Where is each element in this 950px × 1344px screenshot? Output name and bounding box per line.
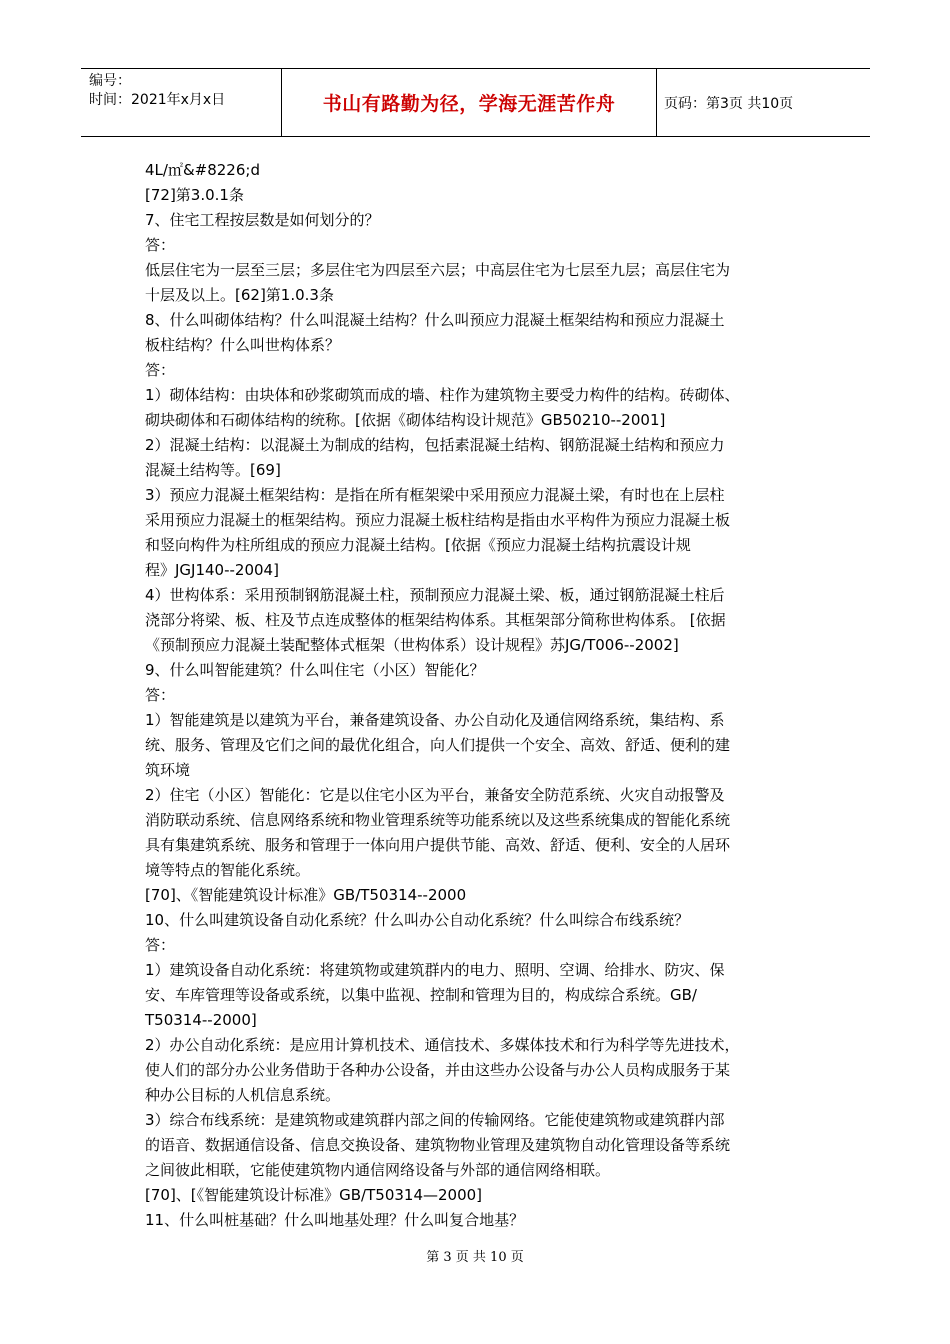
body-line: 的语音、数据通信设备、信息交换设备、建筑物物业管理及建筑物自动化管理设备等系统 (145, 1136, 731, 1154)
body-line: 使人们的部分办公业务借助于各种办公设备，并由这些办公设备与办公人员构成服务于某 (145, 1061, 731, 1079)
answer-label: 答： (145, 686, 176, 704)
body-line: 程》JGJ140--2004] (145, 561, 279, 579)
answer-label: 答： (145, 361, 176, 379)
header-motto-cell (282, 69, 657, 136)
page-footer: 第 3 页 共 10 页 (426, 1250, 524, 1265)
body-line: T50314--2000] (145, 1011, 257, 1029)
body-line: 1）建筑设备自动化系统：将建筑物或建筑群内的电力、照明、空调、给排水、防灾、保 (145, 961, 725, 979)
body-line: 浇部分将梁、板、柱及节点连成整体的框架结构体系。其框架部分简称世构体系。 [依据 (145, 611, 726, 629)
body-line: [72]第3.0.1条 (145, 186, 244, 204)
question-10: 10、什么叫建筑设备自动化系统？什么叫办公自动化系统？什么叫综合布线系统？ (145, 911, 690, 929)
answer-label: 答： (145, 936, 176, 954)
answer-label: 答： (145, 236, 176, 254)
body-line: 2）办公自动化系统：是应用计算机技术、通信技术、多媒体技术和行为科学等先进技术， (145, 1036, 740, 1054)
question-9: 9、什么叫智能建筑？什么叫住宅（小区）智能化？ (145, 661, 485, 679)
body-line: 4）世构体系：采用预制钢筋混凝土柱，预制预应力混凝土梁、板，通过钢筋混凝土柱后 (145, 586, 725, 604)
body-line: 筑环境 (145, 761, 191, 779)
body-line: [70]、《智能建筑设计标准》GB/T50314--2000 (145, 886, 467, 904)
header-page-info: 页码：第3页 共10页 (664, 95, 794, 112)
document-number-label: 编号： (89, 73, 131, 89)
body-line: 1）智能建筑是以建筑为平台，兼备建筑设备、办公自动化及通信网络系统，集结构、系 (145, 711, 725, 729)
body-line: 4L/㎡&#8226;d (145, 161, 260, 179)
body-line: 《预制预应力混凝土装配整体式框架（世构体系）设计规程》苏JG/T006--2002] (145, 636, 679, 654)
document-header (81, 68, 870, 137)
question-7: 7、住宅工程按层数是如何划分的？ (145, 211, 380, 229)
body-line: 板柱结构？什么叫世构体系？ (145, 336, 341, 354)
body-line: 砌块砌体和石砌体结构的统称。[依据《砌体结构设计规范》GB50210--2001] (145, 411, 666, 429)
question-8: 8、什么叫砌体结构？什么叫混凝土结构？什么叫预应力混凝土框架结构和预应力混凝土 (145, 311, 725, 329)
body-line: 低层住宅为一层至三层；多层住宅为四层至六层；中高层住宅为七层至九层；高层住宅为 (145, 261, 731, 279)
body-line: 3）综合布线系统：是建筑物或建筑群内部之间的传输网络。它能使建筑物或建筑群内部 (145, 1111, 725, 1129)
body-line: 3）预应力混凝土框架结构：是指在所有框架梁中采用预应力混凝土梁，有时也在上层柱 (145, 486, 725, 504)
body-line: [70]、[《智能建筑设计标准》GB/T50314—2000] (145, 1186, 483, 1204)
body-line: 统、服务、管理及它们之间的最优化组合，向人们提供一个安全、高效、舒适、便利的建 (145, 736, 731, 754)
body-line: 安、车库管理等设备或系统，以集中监视、控制和管理为目的，构成综合系统。GB/ (145, 986, 697, 1004)
document-date-label: 时间：2021年x月x日 (89, 92, 226, 108)
body-line: 2）住宅（小区）智能化：它是以住宅小区为平台，兼备安全防范系统、火灾自动报警及 (145, 786, 725, 804)
body-line: 境等特点的智能化系统。 (145, 861, 311, 879)
document-body (145, 158, 813, 1233)
body-line: 和竖向构件为柱所组成的预应力混凝土结构。[依据《预应力混凝土结构抗震设计规 (145, 536, 691, 554)
body-line: 具有集建筑系统、服务和管理于一体向用户提供节能、高效、舒适、便利、安全的人居环 (145, 836, 731, 854)
body-line: 种办公目标的人机信息系统。 (145, 1086, 341, 1104)
header-meta-cell (81, 69, 282, 136)
body-line: 混凝土结构等。[69] (145, 461, 281, 479)
body-line: 2）混凝土结构：以混凝土为制成的结构，包括素混凝土结构、钢筋混凝土结构和预应力 (145, 436, 725, 454)
body-line: 采用预应力混凝土的框架结构。预应力混凝土板柱结构是指由水平构件为预应力混凝土板 (145, 511, 731, 529)
body-line: 十层及以上。[62]第1.0.3条 (145, 286, 334, 304)
body-line: 之间彼此相联，它能使建筑物内通信网络设备与外部的通信网络相联。 (145, 1161, 611, 1179)
header-motto: 书山有路勤为径，学海无涯苦作舟 (322, 93, 616, 115)
header-page-cell (657, 69, 870, 136)
body-line: 1）砌体结构：由块体和砂浆砌筑而成的墙、柱作为建筑物主要受力构件的结构。砖砌体、 (145, 386, 740, 404)
question-11: 11、什么叫桩基础？什么叫地基处理？什么叫复合地基？ (145, 1211, 525, 1229)
body-line: 消防联动系统、信息网络系统和物业管理系统等功能系统以及这些系统集成的智能化系统 (145, 811, 731, 829)
